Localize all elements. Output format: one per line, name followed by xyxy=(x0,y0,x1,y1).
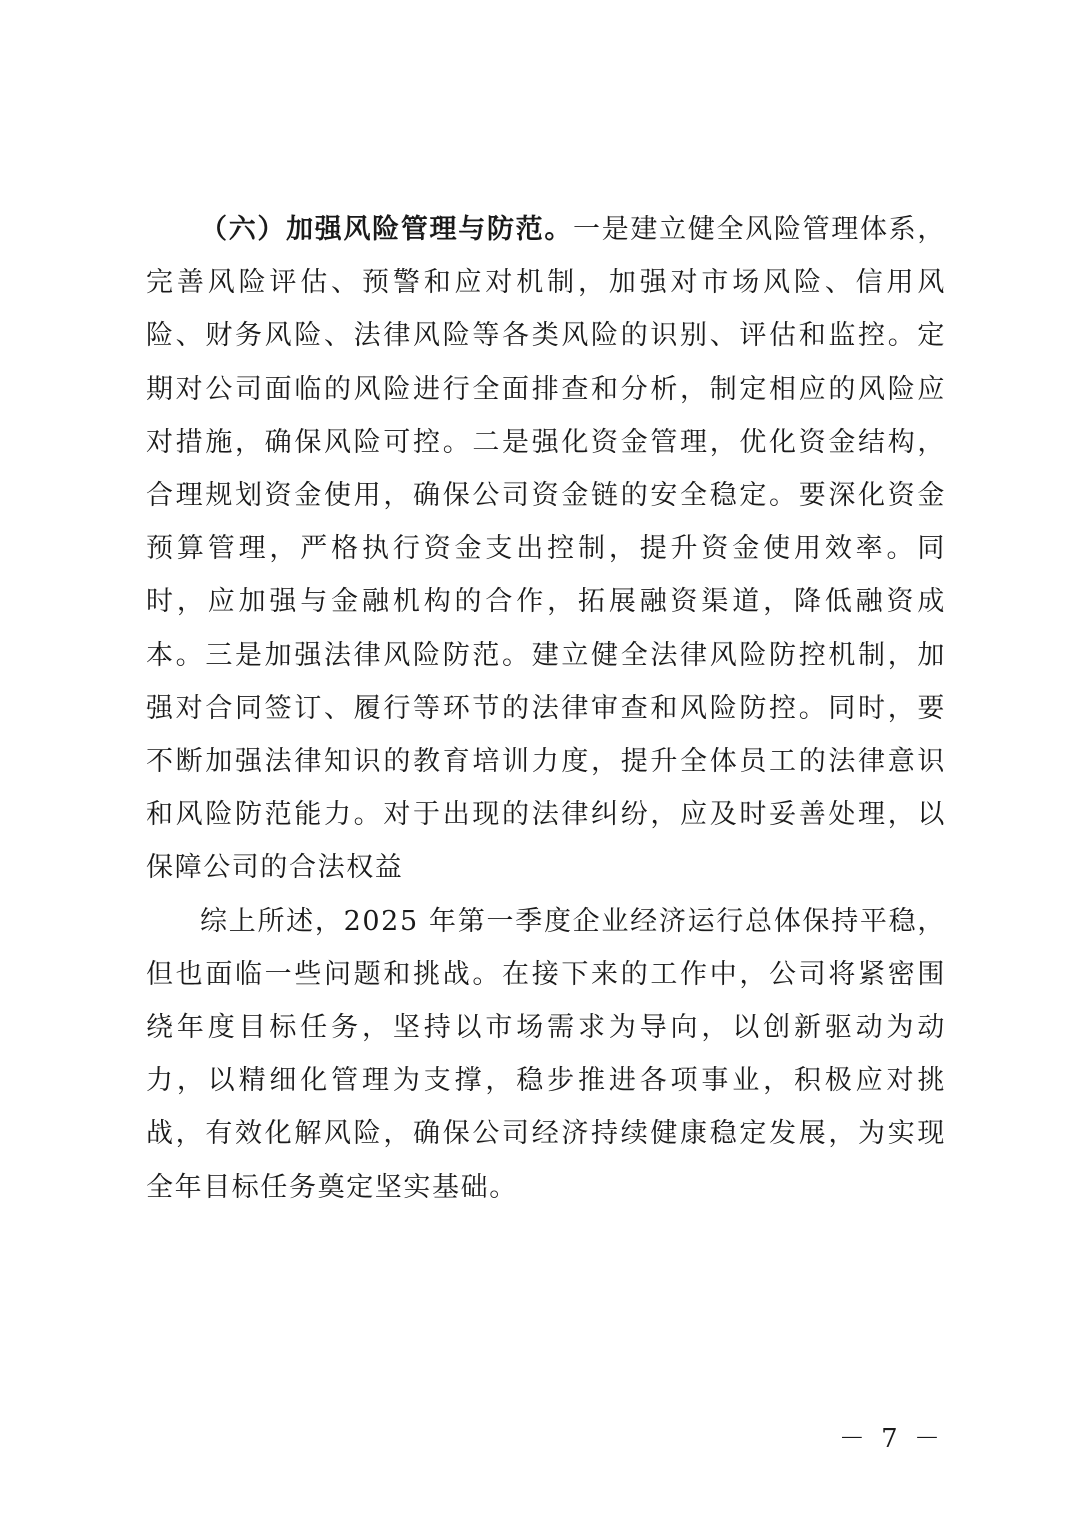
document-body xyxy=(146,203,946,1214)
paragraph-text: 综上所述，2025 年第一季度企业经济运行总体保持平稳，但也面临一些问题和挑战。在接下来的工作中，公司将紧密围绕年度目标任务，坚持以市场需求为导向，以创新驱动为动力，以精细化管理为支撑，稳步推进各项事业，积极应对挑战，有效化解风险，确保公司经济持续健康稳定发展，为实现全年目标任务奠定坚实基础。 xyxy=(146,905,946,1203)
paragraph-summary xyxy=(146,895,946,1214)
page-number: － 7 － xyxy=(838,1424,944,1454)
section-heading: （六）加强风险管理与防范。 xyxy=(200,214,574,245)
paragraph-risk-management xyxy=(146,203,946,895)
paragraph-text: 一是建立健全风险管理体系，完善风险评估、预警和应对机制，加强对市场风险、信用风险、财务风险、法律风险等各类风险的识别、评估和监控。定期对公司面临的风险进行全面排查和分析，制定相应的风险应对措施，确保风险可控。二是强化资金管理，优化资金结构，合理规划资金使用，确保公司资金链的安全稳定。要深化资金预算管理，严格执行资金支出控制，提升资金使用效率。同时，应加强与金融机构的合作，拓展融资渠道，降低融资成本。三是加强法律风险防范。建立健全法律风险防控机制，加强对合同签订、履行等环节的法律审查和风险防控。同时，要不断加强法律知识的教育培训力度，提升全体员工的法律意识和风险防范能力。对于出现的法律纠纷，应及时妥善处理，以保障公司的合法权益 xyxy=(146,214,946,884)
